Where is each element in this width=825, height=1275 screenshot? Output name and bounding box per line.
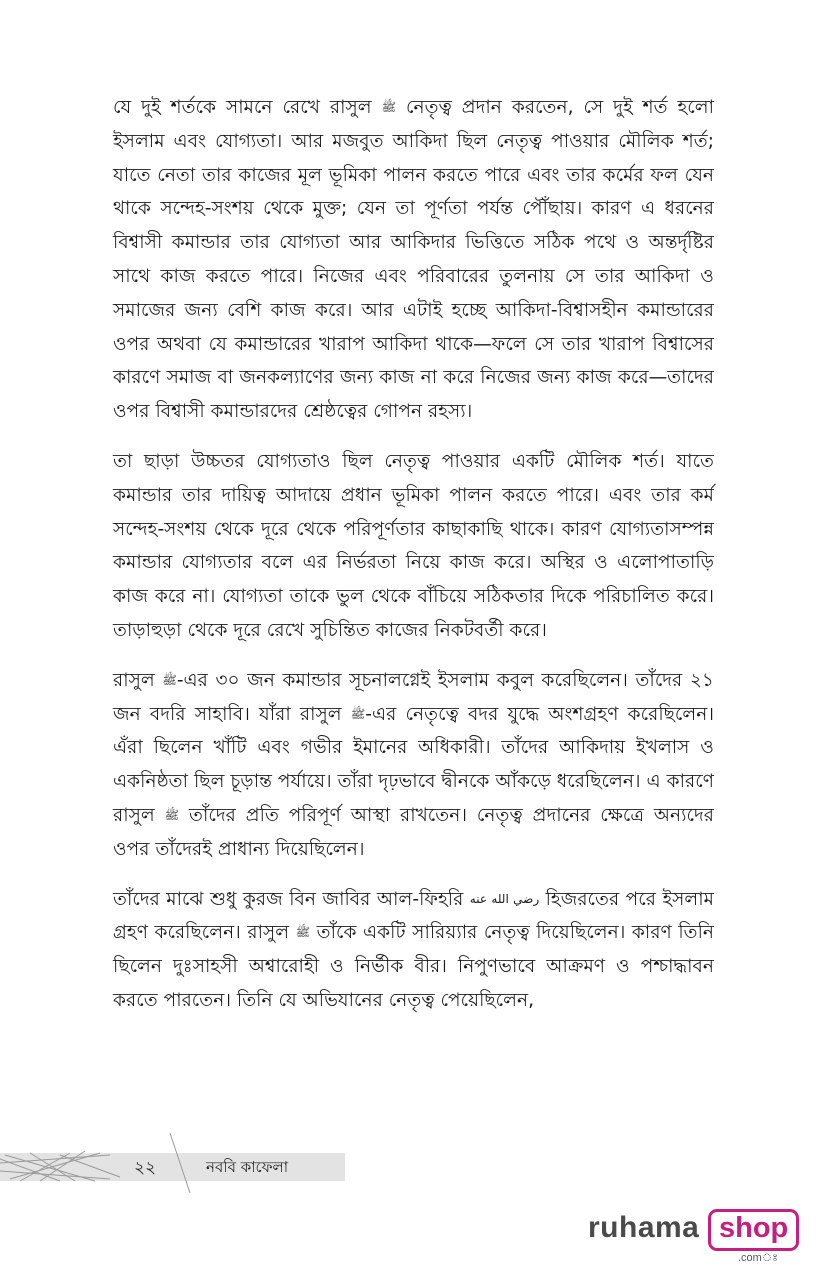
honorific-glyph: ﷺ <box>381 100 397 114</box>
logo-shop-box: shop <box>708 1209 799 1251</box>
logo-suffix: .comঃ <box>738 1252 779 1264</box>
paragraph-text: নেতৃত্ব প্রদান করতেন, সে দুই শর্ত হলো ইসলাম এবং যোগ্যতা। আর মজবুত আকিদা ছিল নেতৃত্ব পাওয়ার মৌলিক শর্ত; যাতে নেতা তার কাজের মূল ভূমিকা পালন করতে পারে এবং তার কর্মের ফল যেন থাকে সন্দেহ-সংশয় থেকে মুক্ত; যেন তা পূর্ণতা পর্যন্ত পৌঁছায়। কারণ এ ধরনের বিশ্বাসী কমান্ডার তার যোগ্যতা আর আকিদার ভিত্তিতে সঠিক পথে ও অন্তর্দৃষ্টির সাথে কাজ করতে পারে। নিজের এবং পরিবারের তুলনায় সে তার আকিদা ও সমাজের জন্য বেশি কাজ করে। আর এটাই হচ্ছে আকিদা-বিশ্বাসহীন কমান্ডারের ওপর অথবা যে কমান্ডারের খারাপ আকিদা থাকে—ফলে সে তার খারাপ বিশ্বাসের কারণে সমাজ বা জনকল্যাণের জন্য কাজ না করে নিজের জন্য কাজ করে—তাদের ওপর বিশ্বাসী কমান্ডারদের শ্রেষ্ঠত্বের গোপন রহস্য। <box>113 97 714 423</box>
paragraph-text: তাঁকে একটি সারিয়্যার নেতৃত্ব দিয়েছিলেন। কারণ তিনি ছিলেন দুঃসাহসী অশ্বারোহী ও নির্ভীক বীর। নিপুণভাবে আক্রমণ ও পশ্চাদ্ধাবন করতে পারতেন। তিনি যে অভিযানের নেতৃত্ব পেয়েছিলেন, <box>113 922 715 1011</box>
paragraph-text: তা ছাড়া উচ্চতর যোগ্যতাও ছিল নেতৃত্ব পাওয়ার একটি মৌলিক শর্ত। যাতে কমান্ডার তার দায়িত্ব আদায়ে প্রধান ভূমিকা পালন করতে পারে। এবং তার কর্ম সন্দেহ-সংশয় থেকে দূরে থেকে পরিপূর্ণতার কাছাকাছি থাকে। কারণ যোগ্যতাসম্পন্ন কমান্ডার যোগ্যতার বলে এর নির্ভরতা নিয়ে কাজ করে। অস্থির ও এলোপাতাড়ি কাজ করে না। যোগ্যতা তাকে ভুল থেকে বাঁচিয়ে সঠিকতার দিকে পরিচালিত করে। তাড়াহুড়া থেকে দূরে রেখে সুচিন্তিত কাজের নিকটবর্তী করে। <box>113 450 714 641</box>
page-footer <box>0 1133 345 1183</box>
logo-main-text: ruhama <box>588 1211 700 1244</box>
page-number: ২২ <box>134 1158 157 1178</box>
book-title: নববি কাফেলা <box>206 1158 289 1176</box>
paragraph <box>113 445 714 648</box>
honorific-glyph: ﷺ <box>295 925 311 940</box>
paragraph-text: রাসুল <box>113 669 163 691</box>
paragraph-text: তাঁদের মাঝে শুধু কুরজ বিন জাবির আল-ফিহরি <box>113 888 470 910</box>
paragraph <box>113 883 714 1018</box>
paragraph-text: -এর নেতৃত্বে বদর যুদ্ধে অংশগ্রহণ করেছিলেন। এঁরা ছিলেন খাঁটি এবং গভীর ইমানের অধিকারী। তাঁদের আকিদায় ইখলাস ও একনিষ্ঠতা ছিল চূড়ান্ত পর্যায়ে। তাঁরা দৃঢ়ভাবে দ্বীনকে আঁকড়ে ধরেছিলেন। এ কারণে রাসুল <box>113 703 714 826</box>
ruhamashop-logo <box>588 1209 789 1265</box>
decorative-lines-icon <box>0 1133 200 1193</box>
body-text <box>113 91 714 1034</box>
paragraph <box>113 91 714 429</box>
honorific-glyph: ﷺ <box>162 672 177 687</box>
paragraph-text: -এর ৩০ জন কমান্ডার সূচনালগ্নেই ইসলাম কবুল করেছিলেন। তাঁদের ২১ জন বদরি সাহাবি। যাঁরা রাসুল <box>113 669 714 725</box>
paragraph-text: হিজরতের পরে ইসলাম গ্রহণ করেছিলেন। রাসুল <box>113 888 714 944</box>
paragraph-text: যে দুই শর্তকে সামনে রেখে রাসুল <box>113 97 382 118</box>
honorific-glyph: رضي الله عنه <box>469 891 540 906</box>
paragraph <box>113 664 714 867</box>
honorific-glyph: ﷺ <box>350 706 366 721</box>
paragraph-text: তাঁদের প্রতি পরিপূর্ণ আস্থা রাখতেন। নেতৃত্ব প্রদানের ক্ষেত্রে অন্যদের ওপর তাঁদেরই প্রাধান্য দিয়েছিলেন। <box>113 804 714 860</box>
honorific-glyph: ﷺ <box>164 807 180 822</box>
